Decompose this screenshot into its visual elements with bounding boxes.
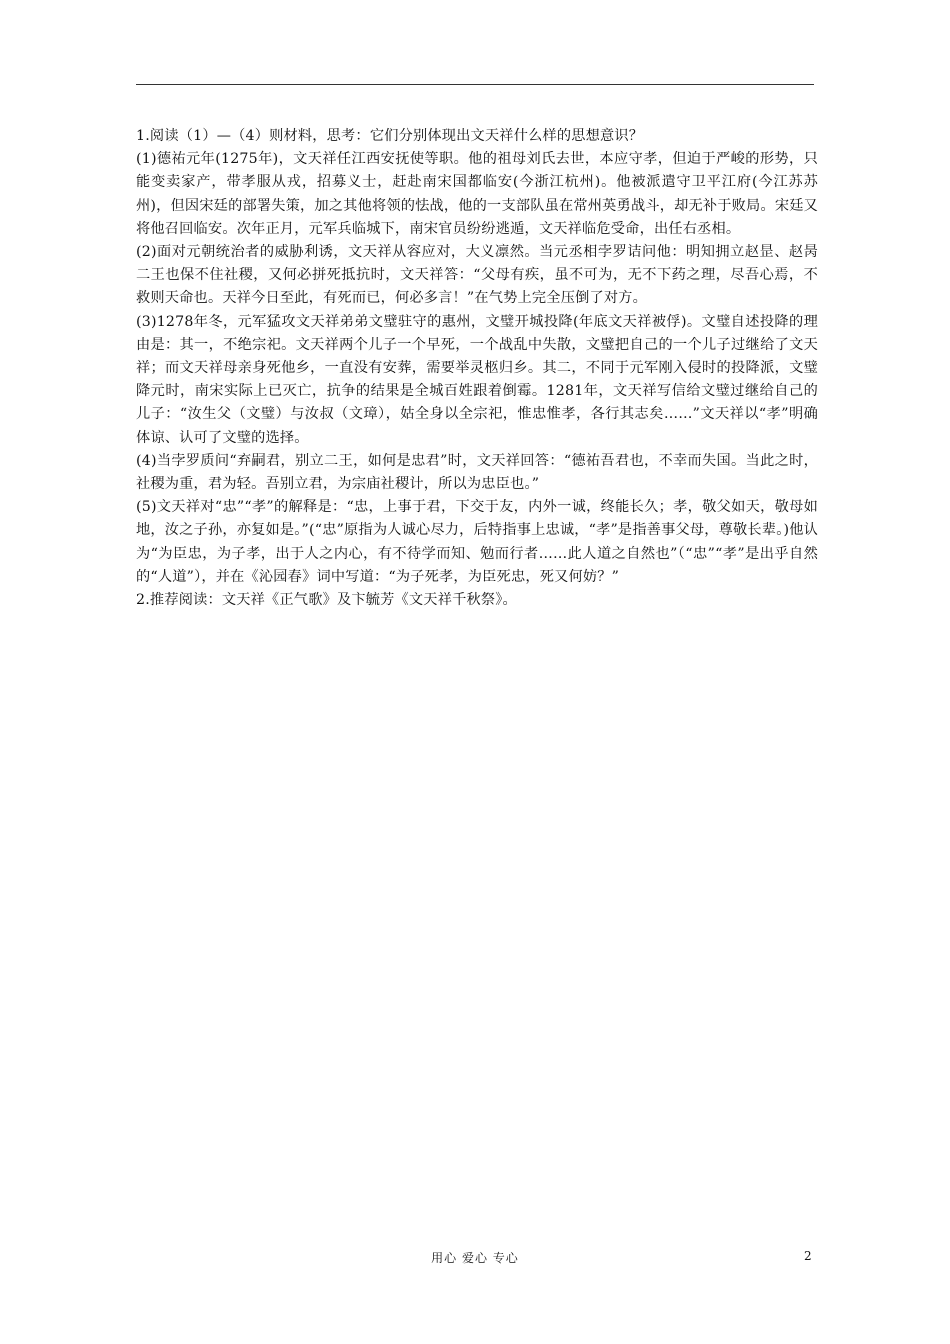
- material-4: (4)当孛罗质问“弃嗣君，别立二王，如何是忠君”时，文天祥回答：“德祐吾君也，不幸而失国。当此之时，社稷为重，君为轻。吾别立君，为宗庙社稷计，所以为忠臣也。”: [136, 452, 818, 493]
- question-2: 2.推荐阅读：文天祥《正气歌》及卞毓芳《文天祥千秋祭》。: [136, 592, 517, 609]
- material-2: (2)面对元朝统治者的威胁利诱，文天祥从容应对，大义凛然。当元丞相孛罗诘问他：明知拥立赵昰、赵昺二王也保不住社稷，又何必拼死抵抗时，文天祥答：“父母有疾，虽不可为，无不下药之理，尽吾心焉，不救则天命也。天祥今日至此，有死而已，何必多言！”在气势上完全压倒了对方。: [136, 244, 818, 307]
- material-1: (1)德祐元年(1275年)，文天祥任江西安抚使等职。他的祖母刘氏去世，本应守孝，但迫于严峻的形势，只能变卖家产，带孝服从戎，招募义士，赶赴南宋国都临安(今浙江杭州)。他被派遣守卫平江府(今江苏苏州)，但因宋廷的部署失策，加之其他将领的怯战，他的一支部队虽在常州英勇战斗，却无补于败局。宋廷又将他召回临安。次年正月，元军兵临城下，南宋官员纷纷逃遁，文天祥临危受命，出任右丞相。: [136, 151, 818, 237]
- question-1: 1.阅读（1）—（4）则材料，思考：它们分别体现出文天祥什么样的思想意识？: [136, 128, 644, 144]
- document-body: [136, 125, 818, 612]
- page-number: 2: [804, 1249, 812, 1263]
- footer-slogan: 用心 爱心 专心: [431, 1251, 519, 1265]
- material-3: (3)1278年冬，元军猛攻文天祥弟弟文璧驻守的惠州，文璧开城投降(年底文天祥被俘)。文璧自述投降的理由是：其一，不绝宗祀。文天祥两个儿子一个早死，一个战乱中失散，文璧把自己的一个儿子过继给了文天祥；而文天祥母亲身死他乡，一直没有安葬，需要举灵柩归乡。其二，不同于元军刚入侵时的投降派，文璧降元时，南宋实际上已灭亡，抗争的结果是全城百姓跟着倒霉。1281年，文天祥写信给文璧过继给自己的儿子：“汝生父（文璧）与汝叔（文璋），姑全身以全宗祀，惟忠惟孝，各行其志矣……”文天祥以“孝”明确体谅、认可了文璧的选择。: [136, 313, 818, 446]
- header-rule: [136, 84, 814, 85]
- material-5: (5)文天祥对“忠”“孝”的解释是：“忠，上事于君，下交于友，内外一诚，终能长久；孝，敬父如天，敬母如地，汝之子孙，亦复如是。”(“忠”原指为人诚心尽力，后特指事上忠诚，“孝”是指善事父母，尊敬长辈。)他认为“为臣忠，为子孝，出于人之内心，有不待学而知、勉而行者……此人道之自然也”（“忠”“孝”是出乎自然的“人道”），并在《沁园春》词中写道：“为子死孝，为臣死忠，死又何妨？”: [136, 499, 818, 585]
